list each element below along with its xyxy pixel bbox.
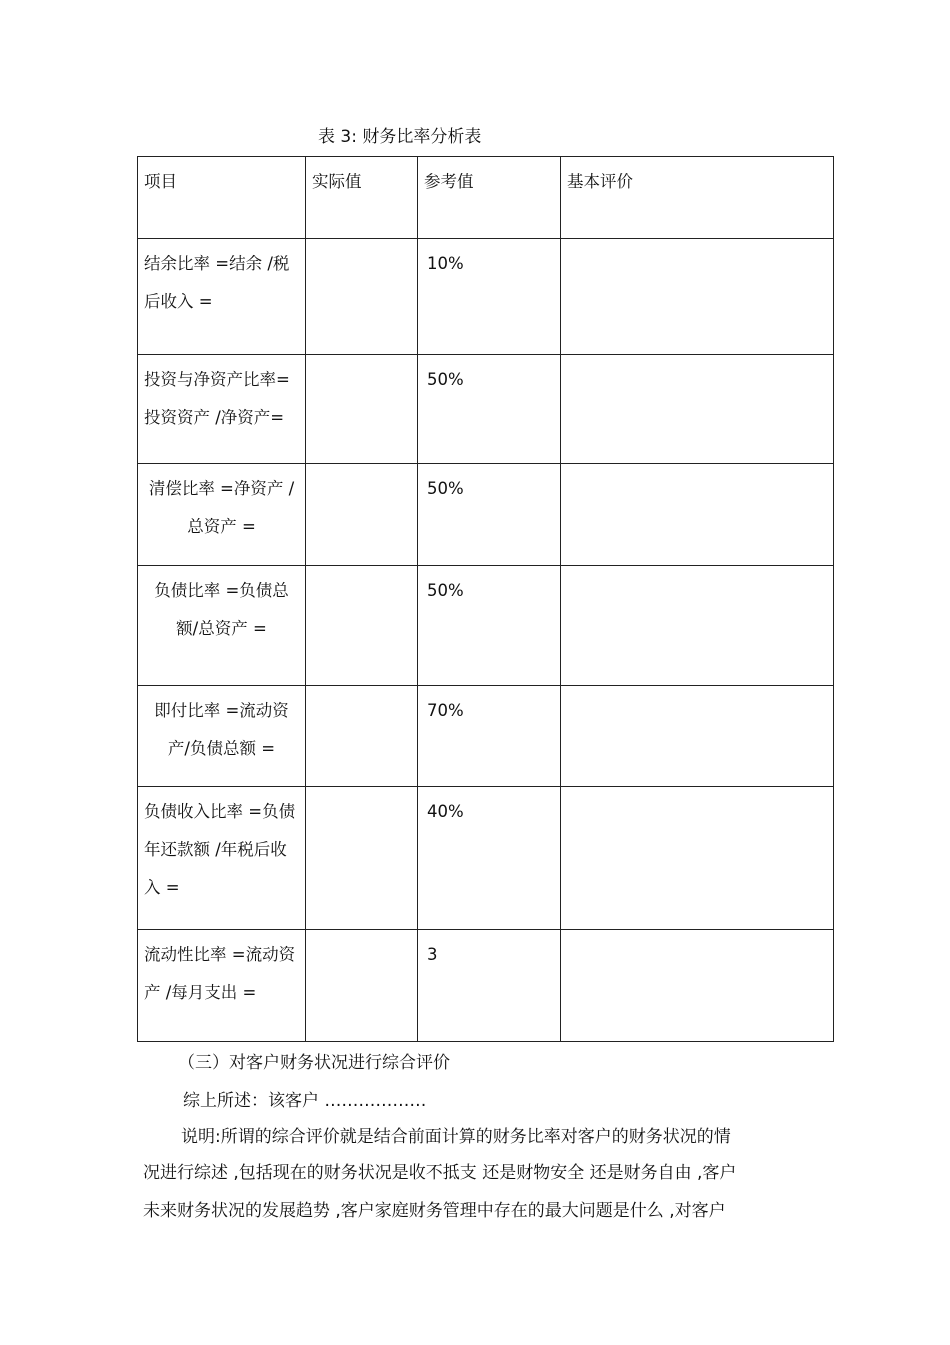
table-row <box>138 930 834 1042</box>
table-caption: 表 3: 财务比率分析表 <box>318 127 482 147</box>
table-header-row <box>138 157 834 239</box>
ratio-item: 清偿比率 =净资产 /总资产 = <box>138 464 306 566</box>
reference-value: 40% <box>418 787 561 930</box>
ratio-item: 负债比率 =负债总额/总资产 = <box>138 566 306 686</box>
reference-value: 70% <box>418 686 561 787</box>
evaluation-cell[interactable] <box>561 566 834 686</box>
reference-value: 50% <box>418 464 561 566</box>
note-line: 况进行综述 ,包括现在的财务状况是收不抵支 还是财物安全 还是财务自由 ,客户 <box>143 1163 737 1183</box>
evaluation-cell[interactable] <box>561 930 834 1042</box>
table-row <box>138 355 834 464</box>
actual-value[interactable] <box>306 930 418 1042</box>
financial-ratio-table <box>137 156 834 1042</box>
ratio-item: 负债收入比率 =负债年还款额 /年税后收入 = <box>138 787 306 930</box>
reference-value: 10% <box>418 239 561 355</box>
summary-line: 综上所述：该客户 ……………… <box>183 1091 427 1111</box>
reference-value: 3 <box>418 930 561 1042</box>
ratio-item: 结余比率 =结余 /税后收入 = <box>138 239 306 355</box>
header-item: 项目 <box>138 157 306 239</box>
evaluation-cell[interactable] <box>561 355 834 464</box>
table-row <box>138 464 834 566</box>
ratio-item: 即付比率 =流动资产/负债总额 = <box>138 686 306 787</box>
reference-value: 50% <box>418 566 561 686</box>
header-evaluation: 基本评价 <box>561 157 834 239</box>
actual-value[interactable] <box>306 686 418 787</box>
note-line: 未来财务状况的发展趋势 ,客户家庭财务管理中存在的最大问题是什么 ,对客户 <box>143 1201 726 1221</box>
actual-value[interactable] <box>306 566 418 686</box>
ratio-item: 流动性比率 =流动资产 /每月支出 = <box>138 930 306 1042</box>
actual-value[interactable] <box>306 355 418 464</box>
actual-value[interactable] <box>306 239 418 355</box>
table-row <box>138 566 834 686</box>
header-reference: 参考值 <box>418 157 561 239</box>
actual-value[interactable] <box>306 787 418 930</box>
actual-value[interactable] <box>306 464 418 566</box>
note-line: 说明:所谓的综合评价就是结合前面计算的财务比率对客户的财务状况的情 <box>181 1127 731 1147</box>
section-heading: （三）对客户财务状况进行综合评价 <box>178 1053 450 1073</box>
evaluation-cell[interactable] <box>561 464 834 566</box>
reference-value: 50% <box>418 355 561 464</box>
header-actual: 实际值 <box>306 157 418 239</box>
evaluation-cell[interactable] <box>561 239 834 355</box>
table-row <box>138 686 834 787</box>
evaluation-cell[interactable] <box>561 787 834 930</box>
evaluation-cell[interactable] <box>561 686 834 787</box>
table-row <box>138 787 834 930</box>
table-row <box>138 239 834 355</box>
ratio-item: 投资与净资产比率=投资资产 /净资产= <box>138 355 306 464</box>
